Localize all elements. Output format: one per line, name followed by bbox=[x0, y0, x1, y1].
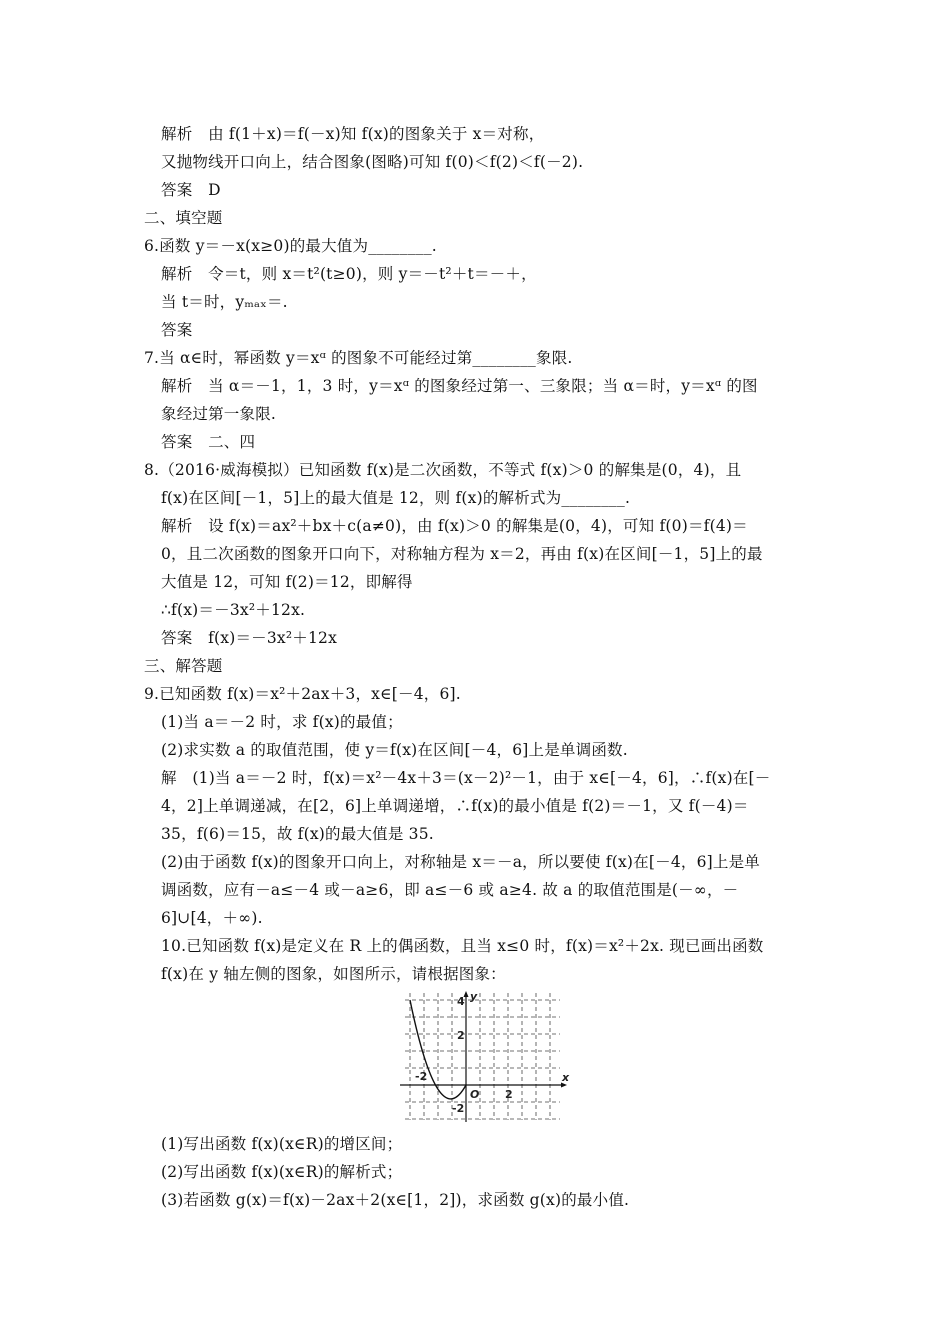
text-line: 解析 当 α＝－1，1，3 时，y＝xᵅ 的图象经过第一、三象限；当 α＝时，y＝xᵅ 的图 bbox=[161, 377, 758, 395]
question-8: 8.（2016·威海模拟）已知函数 f(x)是二次函数，不等式 f(x)＞0 的解集是(0，4)，且 bbox=[144, 461, 742, 479]
section-heading: 三、解答题 bbox=[144, 657, 223, 675]
question-9: 9.已知函数 f(x)＝x²＋2ax＋3，x∈[－4，6]. bbox=[144, 685, 461, 703]
text-line: 大值是 12，可知 f(2)＝12，即解得 bbox=[161, 573, 413, 591]
text-line: 答案 bbox=[161, 321, 193, 339]
text-line: 象经过第一象限. bbox=[161, 405, 277, 423]
tick-label-y-neg2: -2 bbox=[452, 1102, 465, 1115]
tick-label-y-4: 4 bbox=[457, 995, 465, 1008]
section-heading: 二、填空题 bbox=[144, 209, 223, 227]
text-line: 又抛物线开口向上，结合图象(图略)可知 f(0)＜f(2)＜f(－2). bbox=[161, 153, 584, 171]
tick-label-x-2: 2 bbox=[505, 1088, 513, 1101]
text-line: 解析 由 f(1＋x)＝f(－x)知 f(x)的图象关于 x＝对称， bbox=[161, 125, 545, 143]
origin-label: O bbox=[470, 1088, 480, 1101]
text-line: 解析 设 f(x)＝ax²＋bx＋c(a≠0)，由 f(x)＞0 的解集是(0，4)，可知 f(0)＝f(4)＝ bbox=[161, 517, 748, 535]
function-graph-figure bbox=[395, 988, 575, 1123]
text-line: 解 (1)当 a＝－2 时，f(x)＝x²－4x＋3＝(x－2)²－1，由于 x∈[－4，6]，∴f(x)在[－ bbox=[161, 769, 771, 787]
text-line: 答案 D bbox=[161, 181, 221, 199]
text-line: f(x)在区间[－1，5]上的最大值是 12，则 f(x)的解析式为________. bbox=[161, 489, 631, 507]
grid bbox=[405, 993, 560, 1120]
question-10: 10.已知函数 f(x)是定义在 R 上的偶函数，且当 x≤0 时，f(x)＝x²＋2x. 现已画出函数 bbox=[161, 937, 764, 955]
tick-label-y-2: 2 bbox=[457, 1029, 465, 1042]
text-line: 调函数，应有－a≤－4 或－a≥6，即 a≤－6 或 a≥4. 故 a 的取值范围是(－∞，－ bbox=[161, 881, 739, 899]
y-axis-label: y bbox=[470, 990, 478, 1003]
text-line: 当 t＝时，yₘₐₓ＝. bbox=[161, 293, 288, 311]
text-line: 答案 f(x)＝－3x²＋12x bbox=[161, 629, 338, 647]
question-6: 6.函数 y＝－x(x≥0)的最大值为________. bbox=[144, 237, 437, 255]
x-axis-label: x bbox=[562, 1071, 570, 1084]
text-line: f(x)在 y 轴左侧的图象，如图所示，请根据图象： bbox=[161, 965, 506, 983]
text-line: (2)写出函数 f(x)(x∈R)的解析式； bbox=[161, 1163, 403, 1181]
text-line: (2)求实数 a 的取值范围，使 y＝f(x)在区间[－4，6]上是单调函数. bbox=[161, 741, 628, 759]
text-line: 解析 令＝t，则 x＝t²(t≥0)，则 y＝－t²＋t＝－＋， bbox=[161, 265, 537, 283]
text-line: (2)由于函数 f(x)的图象开口向上，对称轴是 x＝－a，所以要使 f(x)在[－4，6]上是单 bbox=[161, 853, 760, 871]
text-line: (1)写出函数 f(x)(x∈R)的增区间； bbox=[161, 1135, 403, 1153]
text-line: ∴f(x)＝－3x²＋12x. bbox=[161, 601, 306, 619]
text-line: (1)当 a＝－2 时，求 f(x)的最值； bbox=[161, 713, 403, 731]
text-line: 4，2]上单调递减，在[2，6]上单调递增，∴f(x)的最小值是 f(2)＝－1，又 f(－4)＝ bbox=[161, 797, 749, 815]
text-line: 6]∪[4，＋∞). bbox=[161, 909, 263, 927]
tick-label-x-neg2: -2 bbox=[415, 1070, 428, 1083]
text-line: 0，且二次函数的图象开口向下，对称轴方程为 x＝2，再由 f(x)在区间[－1，5]上的最 bbox=[161, 545, 763, 563]
text-line: 答案 二、四 bbox=[161, 433, 256, 451]
text-line: (3)若函数 g(x)＝f(x)－2ax＋2(x∈[1，2])，求函数 g(x)的最小值. bbox=[161, 1191, 630, 1209]
question-7: 7.当 α∈时，幂函数 y＝xᵅ 的图象不可能经过第________象限. bbox=[144, 349, 573, 367]
text-line: 35，f(6)＝15，故 f(x)的最大值是 35. bbox=[161, 825, 434, 843]
